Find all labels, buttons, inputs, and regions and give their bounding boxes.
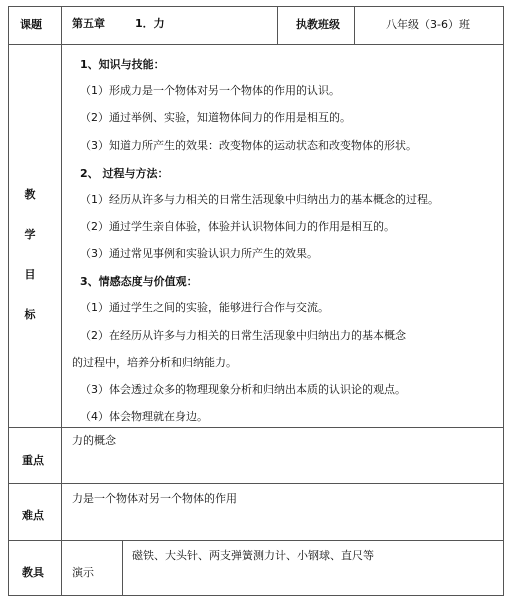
side-label-char: 目: [24, 268, 36, 281]
objectives-side-label: [10, 188, 50, 348]
tools-value: 磁铁、大头针、两支弹簧测力计、小钢球、直尺等: [132, 549, 374, 562]
class-label: 执教班级: [296, 18, 340, 31]
chapter-title: 第五章: [72, 17, 105, 30]
table-border-right: [503, 6, 504, 596]
lesson-title: 1．力: [135, 17, 165, 30]
header-divider-chapter: [277, 6, 278, 44]
section-heading: 3、情感态度与价值观：: [80, 275, 198, 288]
tools-type: 演示: [72, 566, 94, 579]
row-divider-difficulty: [8, 540, 504, 541]
side-label-char: 教: [24, 188, 36, 201]
objective-item: （3）知道力所产生的效果：改变物体的运动状态和改变物体的形状。: [80, 139, 417, 152]
header-divider-class: [354, 6, 355, 44]
key-point-value: 力的概念: [72, 434, 116, 447]
objective-item: （3）通过常见事例和实验认识力所产生的效果。: [80, 247, 318, 260]
objective-item: （1）形成力是一个物体对另一个物体的作用的认识。: [80, 84, 340, 97]
table-border-left: [8, 6, 9, 596]
objective-item: （4）体会物理就在身边。: [80, 410, 208, 423]
table-border-top: [8, 6, 504, 7]
difficulty-label: 难点: [22, 509, 44, 522]
difficulty-value: 力是一个物体对另一个物体的作用: [72, 492, 237, 505]
section-heading: 2、 过程与方法：: [80, 167, 169, 180]
objective-item: （1）通过学生之间的实验，能够进行合作与交流。: [80, 301, 329, 314]
tools-label: 教具: [22, 566, 44, 579]
row-divider-header: [8, 44, 504, 45]
objective-item: （1）经历从许多与力相关的日常生活现象中归纳出力的基本概念的过程。: [80, 193, 439, 206]
row-divider-keypoint: [8, 483, 504, 484]
key-point-label: 重点: [22, 454, 44, 467]
objective-item: （2）通过学生亲自体验，体验并认识物体间力的作用是相互的。: [80, 220, 395, 233]
objective-item: （3）体会透过众多的物理现象分析和归纳出本质的认识论的观点。: [80, 383, 406, 396]
tools-divider: [122, 540, 123, 596]
class-value: 八年级（3-6）班: [386, 18, 470, 31]
row-divider-objectives: [8, 427, 504, 428]
objective-item: 的过程中，培养分析和归纳能力。: [72, 356, 237, 369]
course-label: 课题: [20, 18, 42, 31]
objective-item: （2）通过举例、实验，知道物体间力的作用是相互的。: [80, 111, 351, 124]
table-border-bottom: [8, 595, 504, 596]
label-column-divider: [61, 6, 62, 596]
side-label-char: 标: [24, 308, 36, 321]
objective-item: （2）在经历从许多与力相关的日常生活现象中归纳出力的基本概念: [80, 329, 406, 342]
section-heading: 1、知识与技能：: [80, 58, 165, 71]
side-label-char: 学: [24, 228, 36, 241]
